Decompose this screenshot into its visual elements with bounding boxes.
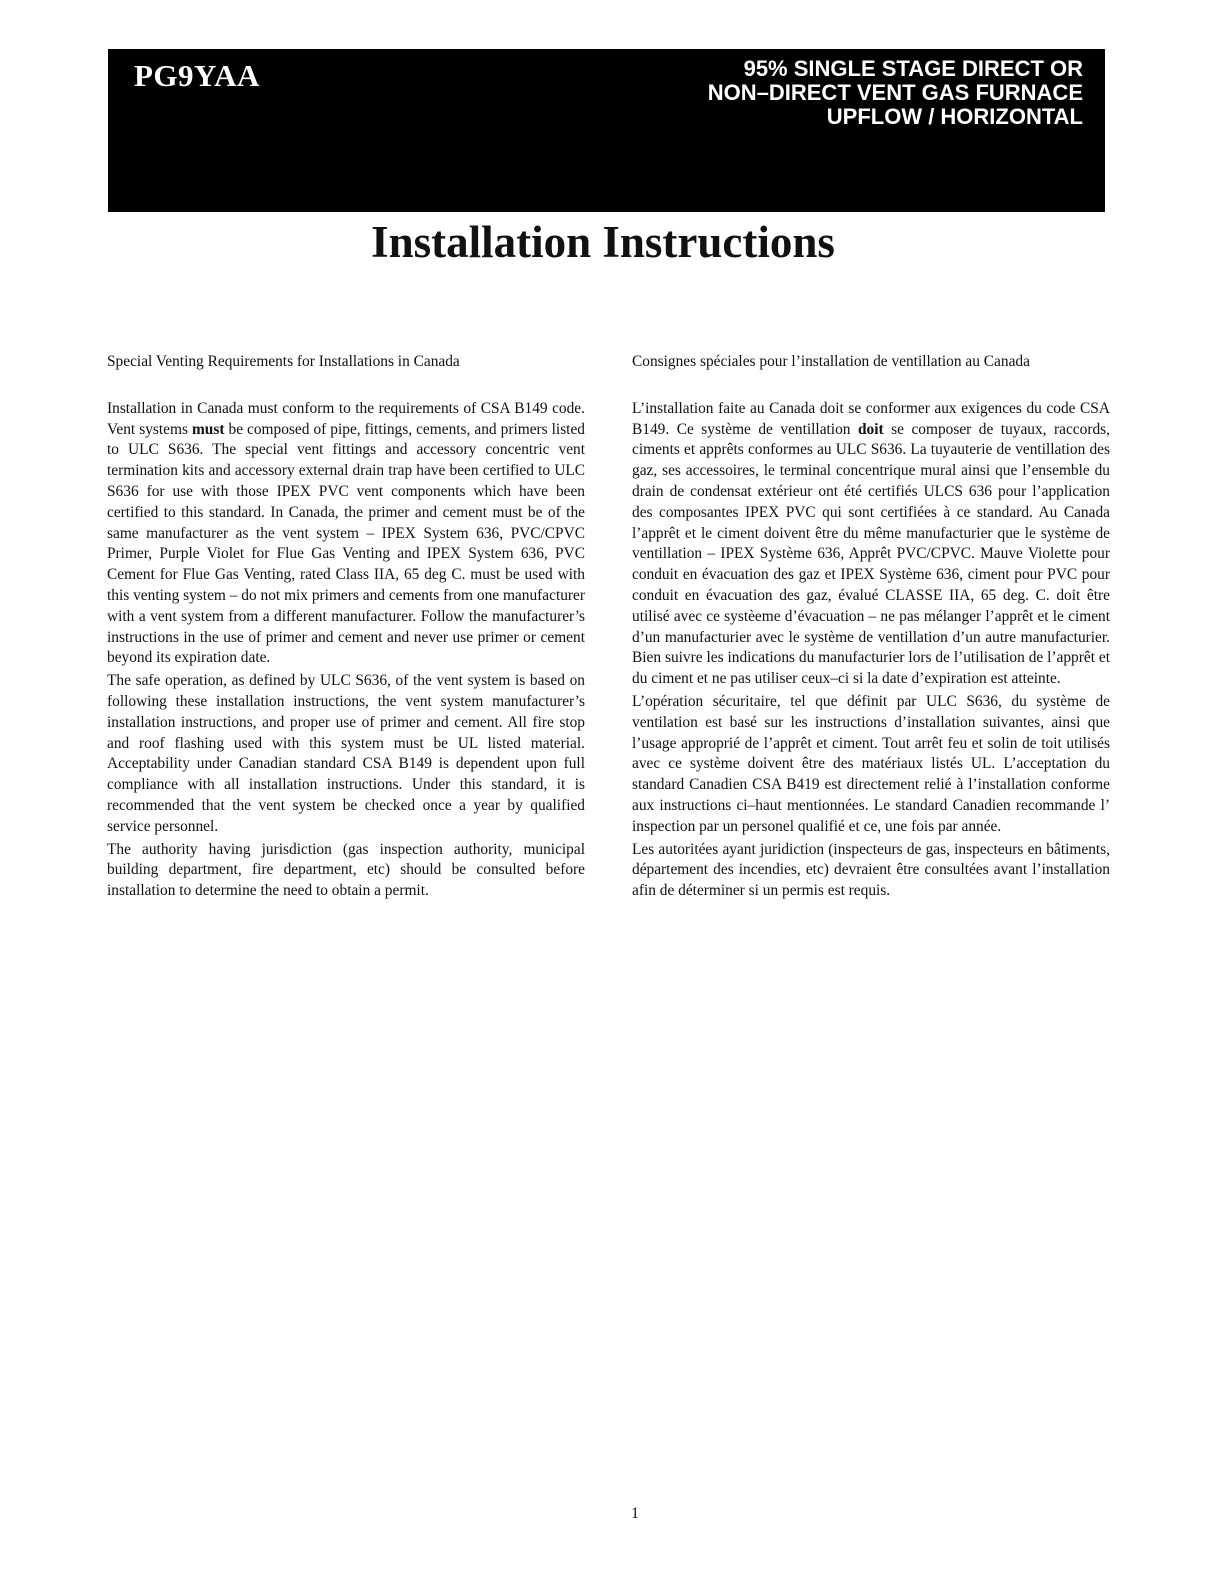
english-p1-text-b: be composed of pipe, fittings, cements, and primers listed to ULC S636. The special vent fittings and accessory concentric vent termination kits and accessory external drain trap have been certified to ULC S636 for use with those IPEX PVC vent components which have been certified to this standard. In Canada, the primer and cement must be of the same manufacturer as the vent system – IPEX System 636, PVC/CPVC Primer, Purple Violet for Flue Gas Venting and IPEX System 636, PVC Cement for Flue Gas Venting, rated Class IIA, 65 deg C. must be used with this venting system – do not mix primers and cements from one manufacturer with a vent system from a different manufacturer. Follow the manufacturer’s instructions in the use of primer and cement and never use primer or cement beyond its expiration date. — [107, 420, 585, 667]
english-paragraph-3: The authority having jurisdiction (gas inspection authority, municipal building department, fire department, etc) should be consulted before installation to determine the need to obtain a permit. — [107, 840, 585, 900]
product-line-3: UPFLOW / HORIZONTAL — [826, 104, 1083, 129]
product-line-2: NON–DIRECT VENT GAS FURNACE — [707, 80, 1083, 105]
english-column — [107, 352, 585, 904]
english-paragraph-2: The safe operation, as defined by ULC S636, of the vent system is based on following these installation instructions, the vent system manufacturer’s installation instructions, and proper use of primer and cement. All fire stop and roof flashing used with this system must be UL listed material. Acceptability under Canadian standard CSA B149 is dependent upon full compliance with all installation instructions. Under this standard, it is recommended that the vent system be checked once a year by qualified service personnel. — [107, 672, 585, 835]
french-paragraph-3: Les autoritées ayant juridiction (inspecteurs de gas, inspecteurs en bâtiments, département des incendies, etc) devraient être consultées avant l’installation afin de déterminer si un permis est requis. — [632, 840, 1110, 900]
english-p1-emphasis: must — [191, 420, 225, 438]
page-number: 1 — [631, 1505, 639, 1522]
french-p1-emphasis: doit — [857, 420, 884, 438]
french-paragraph-2: L’opération sécuritaire, tel que définit par ULC S636, du système de ventilation est basé sur les instructions d’installation suivantes, ainsi que l’usage approprié de l’apprêt et ciment. Tout arrêt feu et solin de toit utilisés avec ce système doivent être des matériaux listés UL. L’acceptation du standard Canadien CSA B419 est directement relié à l’installation conforme aux instructions ci–haut mentionnées. Le standard Canadien recommande l’ inspection par un personel qualifié et ce, une fois par année. — [632, 692, 1110, 835]
english-p1-text-a: Installation in Canada must conform to the requirements of CSA B149 code. Vent systems — [107, 399, 585, 438]
model-code: PG9YAA — [134, 58, 260, 93]
product-line-1: 95% SINGLE STAGE DIRECT OR — [743, 56, 1083, 81]
english-heading: Special Venting Requirements for Installations in Canada — [107, 353, 460, 370]
product-description — [708, 57, 1083, 129]
english-paragraph-1 — [107, 399, 585, 669]
french-column — [632, 352, 1110, 904]
french-paragraph-1 — [632, 399, 1110, 690]
header-band — [108, 49, 1105, 212]
document-title: Installation Instructions — [371, 217, 835, 267]
french-p1-text-b: se composer de tuyaux, raccords, ciments et apprêts conformes au ULC S636. La tuyauterie de ventillation des gaz, ses accessoires, le terminal concentrique mural ainsi que l’ensemble du drain de condensat extérieur ont été certifiés ULCS 636 pour l’application des composantes IPEX PVC qui sont certifiées à ce standard. Au Canada l’apprêt et le ciment doivent être du même manufacturier que le système de ventillation – IPEX Système 636, Apprêt PVC/CPVC. Mauve Violette pour conduit en évacuation des gaz et IPEX Système 636, ciment pour PVC pour conduit en évacuation des gaz, évalué CLASSE IIA, 65 deg. C. doit être utilisé avec ce systèeme d’évacuation – ne pas mélanger l’apprêt et le ciment d’un manufacturier avec le système de ventillation d’un autre manufacturier. Bien suivre les indications du manufacturier lors de l’utilisation de l’apprêt et du ciment et ne pas utiliser ceux–ci si la date d’expiration est atteinte. — [632, 420, 1110, 688]
french-p1-text-a: L’installation faite au Canada doit se conformer aux exigences du code CSA B149. Ce système de ventillation — [632, 399, 1110, 438]
french-heading: Consignes spéciales pour l’installation de ventillation au Canada — [632, 353, 1030, 370]
